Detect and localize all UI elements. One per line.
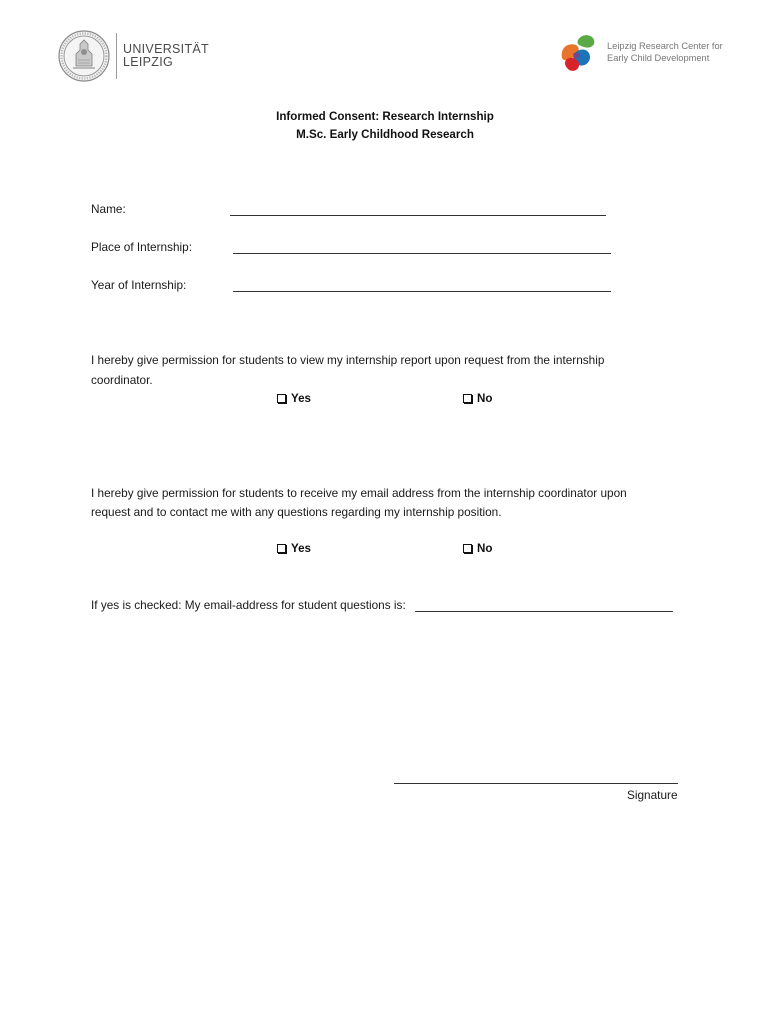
university-logo bbox=[58, 30, 209, 82]
report-no-option[interactable] bbox=[463, 392, 492, 405]
university-seal-icon bbox=[58, 30, 110, 82]
name-field-line[interactable] bbox=[230, 215, 606, 216]
email-no-option[interactable] bbox=[463, 542, 492, 555]
year-label: Year of Internship: bbox=[91, 278, 187, 292]
report-yes-option[interactable] bbox=[277, 392, 311, 405]
university-name-line1: UNIVERSITÄT bbox=[123, 42, 209, 56]
report-yes-checkbox[interactable] bbox=[277, 394, 286, 403]
signature-label: Signature bbox=[627, 788, 678, 802]
signature-field-line[interactable] bbox=[394, 783, 678, 784]
research-center-mark-icon bbox=[556, 30, 600, 74]
email-consent-line2: request and to contact me with any questions regarding my internship position. bbox=[91, 505, 502, 519]
research-center-name-line2: Early Child Development bbox=[607, 53, 710, 63]
email-no-label: No bbox=[477, 542, 493, 555]
report-consent-line2: coordinator. bbox=[91, 373, 153, 387]
report-no-label: No bbox=[477, 392, 493, 405]
email-address-label: If yes is checked: My email-address for student questions is: bbox=[91, 598, 406, 612]
email-address-field-line[interactable] bbox=[415, 611, 673, 612]
university-name-line2: LEIPZIG bbox=[123, 55, 174, 69]
email-consent-line1: I hereby give permission for students to receive my email address from the internship coordinator upon bbox=[91, 486, 627, 500]
report-no-checkbox[interactable] bbox=[463, 394, 472, 403]
report-yes-label: Yes bbox=[291, 392, 311, 405]
research-center-name-line1: Leipzig Research Center for bbox=[607, 41, 723, 51]
place-field-line[interactable] bbox=[233, 253, 611, 254]
email-no-checkbox[interactable] bbox=[463, 544, 472, 553]
email-yes-option[interactable] bbox=[277, 542, 311, 555]
research-center-logo bbox=[556, 30, 723, 74]
name-label: Name: bbox=[91, 202, 126, 216]
place-label: Place of Internship: bbox=[91, 240, 192, 254]
email-yes-label: Yes bbox=[291, 542, 311, 555]
report-consent-line1: I hereby give permission for students to view my internship report upon request from the internship bbox=[91, 353, 605, 367]
year-field-line[interactable] bbox=[233, 291, 611, 292]
email-yes-checkbox[interactable] bbox=[277, 544, 286, 553]
research-center-name bbox=[607, 40, 723, 64]
document-title-line2: M.Sc. Early Childhood Research bbox=[296, 128, 474, 141]
university-name bbox=[123, 43, 209, 69]
document-title bbox=[0, 108, 770, 144]
document-title-line1: Informed Consent: Research Internship bbox=[276, 110, 494, 123]
logo-divider bbox=[116, 33, 117, 79]
